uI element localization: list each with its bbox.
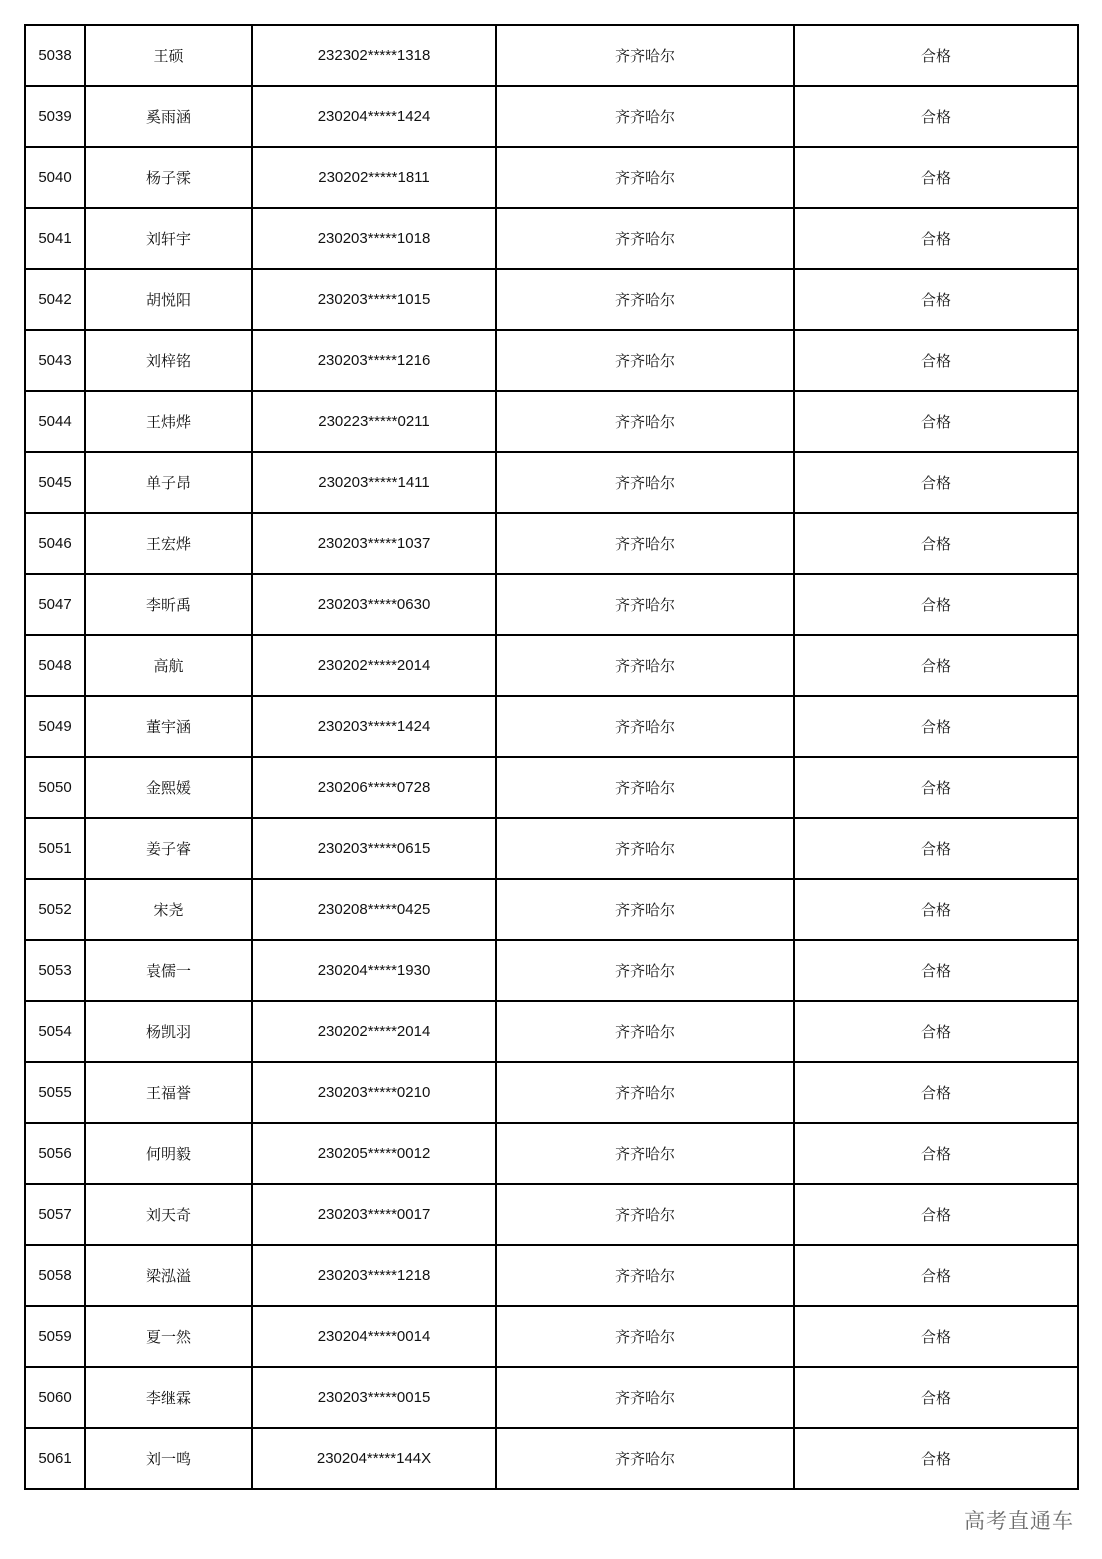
serial-number-cell: 5061 [25, 1428, 85, 1489]
serial-number-cell: 5039 [25, 86, 85, 147]
table-row [25, 1123, 1078, 1184]
city-cell: 齐齐哈尔 [496, 513, 794, 574]
city-cell: 齐齐哈尔 [496, 1062, 794, 1123]
name-cell: 胡悦阳 [85, 269, 252, 330]
result-cell: 合格 [794, 1184, 1078, 1245]
result-cell: 合格 [794, 1062, 1078, 1123]
city-cell: 齐齐哈尔 [496, 1001, 794, 1062]
serial-number-cell: 5060 [25, 1367, 85, 1428]
result-cell: 合格 [794, 269, 1078, 330]
city-cell: 齐齐哈尔 [496, 1306, 794, 1367]
table-row [25, 269, 1078, 330]
name-cell: 单子昂 [85, 452, 252, 513]
result-cell: 合格 [794, 879, 1078, 940]
name-cell: 刘一鸣 [85, 1428, 252, 1489]
table-row [25, 330, 1078, 391]
id-number-cell: 230203*****1424 [252, 696, 496, 757]
serial-number-cell: 5044 [25, 391, 85, 452]
city-cell: 齐齐哈尔 [496, 1123, 794, 1184]
result-cell: 合格 [794, 574, 1078, 635]
id-number-cell: 230203*****1015 [252, 269, 496, 330]
city-cell: 齐齐哈尔 [496, 86, 794, 147]
table-row [25, 1367, 1078, 1428]
serial-number-cell: 5055 [25, 1062, 85, 1123]
result-cell: 合格 [794, 147, 1078, 208]
name-cell: 金熙媛 [85, 757, 252, 818]
city-cell: 齐齐哈尔 [496, 452, 794, 513]
id-number-cell: 230204*****1930 [252, 940, 496, 1001]
id-number-cell: 230203*****0210 [252, 1062, 496, 1123]
id-number-cell: 230203*****0630 [252, 574, 496, 635]
serial-number-cell: 5038 [25, 25, 85, 86]
result-cell: 合格 [794, 757, 1078, 818]
city-cell: 齐齐哈尔 [496, 879, 794, 940]
name-cell: 奚雨涵 [85, 86, 252, 147]
name-cell: 李继霖 [85, 1367, 252, 1428]
watermark: 高考直通车 [964, 1505, 1074, 1535]
result-cell: 合格 [794, 513, 1078, 574]
table-row [25, 208, 1078, 269]
table-row [25, 1001, 1078, 1062]
name-cell: 何明毅 [85, 1123, 252, 1184]
id-number-cell: 230206*****0728 [252, 757, 496, 818]
table-row [25, 757, 1078, 818]
result-cell: 合格 [794, 86, 1078, 147]
city-cell: 齐齐哈尔 [496, 208, 794, 269]
table-row [25, 513, 1078, 574]
result-cell: 合格 [794, 818, 1078, 879]
result-cell: 合格 [794, 1428, 1078, 1489]
city-cell: 齐齐哈尔 [496, 696, 794, 757]
serial-number-cell: 5040 [25, 147, 85, 208]
serial-number-cell: 5048 [25, 635, 85, 696]
table-row [25, 1428, 1078, 1489]
serial-number-cell: 5058 [25, 1245, 85, 1306]
results-table [24, 24, 1079, 1490]
result-cell: 合格 [794, 391, 1078, 452]
name-cell: 夏一然 [85, 1306, 252, 1367]
serial-number-cell: 5057 [25, 1184, 85, 1245]
table-row [25, 86, 1078, 147]
name-cell: 袁儒一 [85, 940, 252, 1001]
id-number-cell: 230223*****0211 [252, 391, 496, 452]
result-cell: 合格 [794, 208, 1078, 269]
table-row [25, 147, 1078, 208]
city-cell: 齐齐哈尔 [496, 25, 794, 86]
city-cell: 齐齐哈尔 [496, 940, 794, 1001]
table-row [25, 1306, 1078, 1367]
name-cell: 刘轩宇 [85, 208, 252, 269]
serial-number-cell: 5059 [25, 1306, 85, 1367]
table-row [25, 818, 1078, 879]
city-cell: 齐齐哈尔 [496, 1367, 794, 1428]
id-number-cell: 230203*****0015 [252, 1367, 496, 1428]
id-number-cell: 230203*****1037 [252, 513, 496, 574]
table-row [25, 635, 1078, 696]
city-cell: 齐齐哈尔 [496, 330, 794, 391]
result-cell: 合格 [794, 1306, 1078, 1367]
id-number-cell: 230203*****0017 [252, 1184, 496, 1245]
name-cell: 王炜烨 [85, 391, 252, 452]
name-cell: 姜子睿 [85, 818, 252, 879]
id-number-cell: 230202*****2014 [252, 635, 496, 696]
serial-number-cell: 5047 [25, 574, 85, 635]
id-number-cell: 230202*****2014 [252, 1001, 496, 1062]
id-number-cell: 230208*****0425 [252, 879, 496, 940]
table-row [25, 696, 1078, 757]
name-cell: 高航 [85, 635, 252, 696]
id-number-cell: 230203*****1216 [252, 330, 496, 391]
table-row [25, 452, 1078, 513]
id-number-cell: 230203*****0615 [252, 818, 496, 879]
serial-number-cell: 5042 [25, 269, 85, 330]
id-number-cell: 230205*****0012 [252, 1123, 496, 1184]
city-cell: 齐齐哈尔 [496, 1245, 794, 1306]
city-cell: 齐齐哈尔 [496, 269, 794, 330]
id-number-cell: 232302*****1318 [252, 25, 496, 86]
table-row [25, 1184, 1078, 1245]
name-cell: 杨子霂 [85, 147, 252, 208]
result-cell: 合格 [794, 696, 1078, 757]
result-cell: 合格 [794, 1245, 1078, 1306]
id-number-cell: 230203*****1411 [252, 452, 496, 513]
city-cell: 齐齐哈尔 [496, 574, 794, 635]
name-cell: 宋尧 [85, 879, 252, 940]
result-cell: 合格 [794, 940, 1078, 1001]
name-cell: 刘梓铭 [85, 330, 252, 391]
table-row [25, 1245, 1078, 1306]
result-cell: 合格 [794, 1367, 1078, 1428]
id-number-cell: 230204*****0014 [252, 1306, 496, 1367]
city-cell: 齐齐哈尔 [496, 1184, 794, 1245]
serial-number-cell: 5056 [25, 1123, 85, 1184]
table-row [25, 1062, 1078, 1123]
table-row [25, 391, 1078, 452]
results-table-body [25, 25, 1078, 1489]
name-cell: 王宏烨 [85, 513, 252, 574]
city-cell: 齐齐哈尔 [496, 818, 794, 879]
id-number-cell: 230203*****1218 [252, 1245, 496, 1306]
serial-number-cell: 5045 [25, 452, 85, 513]
city-cell: 齐齐哈尔 [496, 635, 794, 696]
serial-number-cell: 5054 [25, 1001, 85, 1062]
serial-number-cell: 5049 [25, 696, 85, 757]
serial-number-cell: 5051 [25, 818, 85, 879]
table-row [25, 879, 1078, 940]
table-row [25, 25, 1078, 86]
result-cell: 合格 [794, 1123, 1078, 1184]
name-cell: 董宇涵 [85, 696, 252, 757]
name-cell: 杨凯羽 [85, 1001, 252, 1062]
name-cell: 刘天奇 [85, 1184, 252, 1245]
name-cell: 王福誉 [85, 1062, 252, 1123]
id-number-cell: 230202*****1811 [252, 147, 496, 208]
id-number-cell: 230204*****1424 [252, 86, 496, 147]
table-row [25, 574, 1078, 635]
name-cell: 李昕禹 [85, 574, 252, 635]
table-row [25, 940, 1078, 1001]
result-cell: 合格 [794, 452, 1078, 513]
result-cell: 合格 [794, 330, 1078, 391]
name-cell: 王硕 [85, 25, 252, 86]
serial-number-cell: 5046 [25, 513, 85, 574]
serial-number-cell: 5052 [25, 879, 85, 940]
name-cell: 梁泓溢 [85, 1245, 252, 1306]
serial-number-cell: 5053 [25, 940, 85, 1001]
city-cell: 齐齐哈尔 [496, 147, 794, 208]
city-cell: 齐齐哈尔 [496, 757, 794, 818]
result-cell: 合格 [794, 25, 1078, 86]
serial-number-cell: 5041 [25, 208, 85, 269]
serial-number-cell: 5043 [25, 330, 85, 391]
city-cell: 齐齐哈尔 [496, 391, 794, 452]
id-number-cell: 230204*****144X [252, 1428, 496, 1489]
serial-number-cell: 5050 [25, 757, 85, 818]
city-cell: 齐齐哈尔 [496, 1428, 794, 1489]
id-number-cell: 230203*****1018 [252, 208, 496, 269]
result-cell: 合格 [794, 635, 1078, 696]
result-cell: 合格 [794, 1001, 1078, 1062]
